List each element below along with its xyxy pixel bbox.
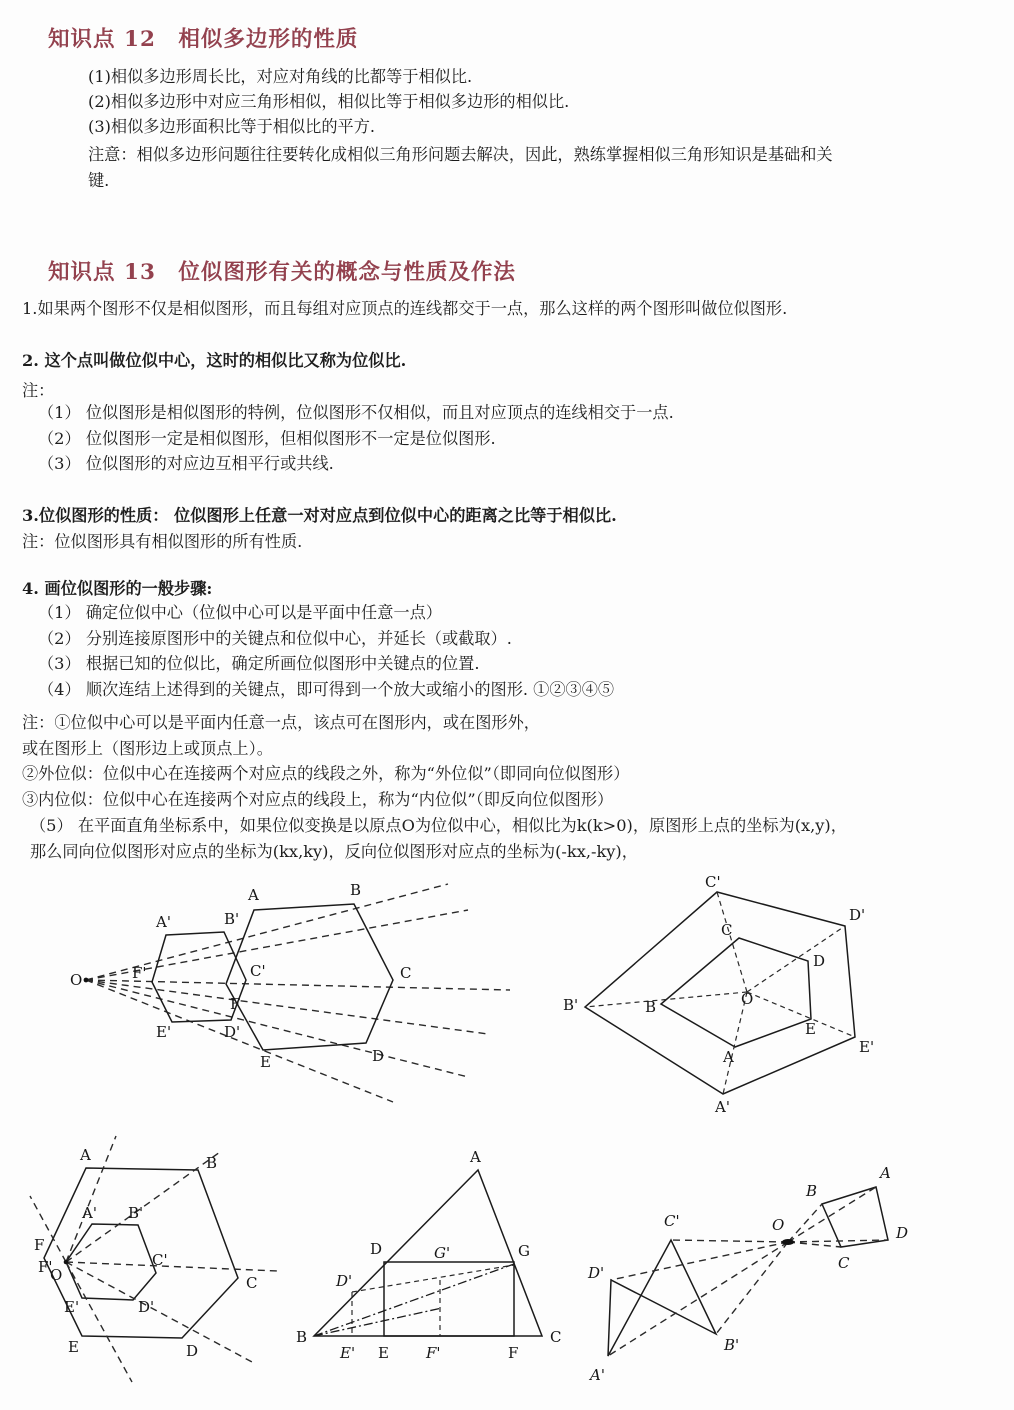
label-B: B	[206, 1154, 218, 1172]
label-D-prime: D'	[588, 1264, 605, 1282]
section-13-notes	[38, 400, 674, 477]
label-D-prime: D'	[849, 906, 866, 924]
label-D: D	[370, 1240, 383, 1258]
label-A-prime: A'	[82, 1204, 97, 1222]
tail-line: 或在图形上（图形边上或顶点上）。	[22, 738, 273, 758]
step-item: （4） 顺次连结上述得到的关键点，即可得到一个放大或缩小的图形. ①②③④⑤	[38, 679, 615, 699]
note-line: 注意：相似多边形问题往往要转化成相似三角形问题去解决，因此，熟练掌握相似三角形知识是基础和关	[88, 145, 833, 164]
label-E: E	[378, 1344, 389, 1362]
section-13-heading: 知识点 13 位似图形有关的概念与性质及作法	[48, 260, 516, 285]
figure-pentagon-internal-center	[555, 862, 975, 1122]
label-B-prime: B'	[724, 1336, 740, 1354]
label-E-prime: E'	[859, 1038, 875, 1056]
note-item: （3） 位似图形的对应边互相平行或共线.	[38, 454, 334, 473]
label-C-prime: C'	[250, 962, 266, 980]
step-item: （1） 确定位似中心（位似中心可以是平面中任意一点）	[38, 603, 442, 622]
label-D-prime: D'	[336, 1272, 353, 1290]
label-F-prime: F'	[426, 1344, 441, 1362]
section-12-heading: 知识点 12 相似多边形的性质	[48, 27, 359, 52]
label-A: A	[723, 1048, 734, 1066]
label-G: G	[518, 1242, 530, 1260]
tail-line: ③内位似：位似中心在连接两个对应点的线段上，称为“内位似”（即反向位似图形）	[22, 789, 614, 809]
outer-pentagon	[585, 892, 855, 1094]
section-13-item-2: 2. 这个点叫做位似中心，这时的相似比又称为位似比.	[22, 351, 407, 370]
label-A-prime: A'	[590, 1366, 605, 1384]
label-O: O	[50, 1266, 63, 1284]
homothety-rays	[585, 892, 855, 1094]
list-item: (1)相似多边形周长比，对应对角线的比都等于相似比.	[88, 67, 473, 86]
label-A: A	[80, 1146, 91, 1164]
section-13-tail-notes	[22, 710, 629, 812]
label-A: A	[880, 1164, 891, 1182]
label-O: O	[70, 971, 83, 989]
label-F: F	[508, 1344, 519, 1362]
label-O: O	[772, 1216, 785, 1234]
label-F-prime: F'	[132, 964, 147, 982]
figure-quadrilateral-internal-homothety	[566, 1152, 966, 1402]
label-C: C	[838, 1254, 850, 1272]
step-item: （3） 根据已知的位似比，确定所画位似图形中关键点的位置.	[38, 654, 480, 673]
label-B: B	[645, 998, 657, 1016]
center-point-marker	[84, 978, 89, 983]
label-E: E	[805, 1020, 816, 1038]
homothety-rays	[86, 884, 510, 1102]
label-F: F	[230, 995, 241, 1013]
section-13-item-3: 3.位似图形的性质： 位似图形上任意一对对应点到位似中心的距离之比等于相似比.	[22, 506, 617, 525]
label-C: C	[721, 921, 733, 939]
label-D-prime: D'	[224, 1023, 241, 1041]
rectangle-DEFG-prime	[352, 1265, 514, 1336]
label-O: O	[741, 990, 754, 1008]
note-item: （1） 位似图形是相似图形的特例，位似图形不仅相似，而且对应顶点的连线相交于一点.	[38, 403, 674, 422]
label-G-prime: G'	[434, 1244, 451, 1262]
quad-ABCD-prime	[608, 1240, 716, 1356]
label-B: B	[350, 881, 362, 899]
label-A-prime: A'	[156, 913, 171, 931]
section-13-item-5	[30, 813, 847, 865]
item5-line: （5） 在平面直角坐标系中，如果位似变换是以原点O为位似中心，相似比为k(k>0)，原图形上点的坐标为(x,y)，	[30, 816, 847, 835]
label-F: F	[34, 1236, 45, 1254]
label-A: A	[248, 886, 259, 904]
label-B-prime: B'	[128, 1204, 144, 1222]
label-E-prime: E'	[340, 1344, 356, 1362]
list-item: (2)相似多边形中对应三角形相似，相似比等于相似多边形的相似比.	[88, 92, 570, 111]
label-E-prime: E'	[156, 1023, 172, 1041]
note-item: （2） 位似图形一定是相似图形，但相似图形不一定是位似图形.	[38, 428, 496, 448]
label-C: C	[246, 1274, 258, 1292]
label-D: D	[372, 1047, 385, 1065]
figure-triangle-inscribed-rectangles	[292, 1140, 582, 1380]
note-line: 键.	[88, 171, 110, 190]
label-A-prime: A'	[715, 1098, 730, 1116]
tail-line: 注：①位似中心可以是平面内任意一点，该点可在图形内，或在图形外，	[22, 713, 540, 732]
label-A: A	[470, 1148, 481, 1166]
label-D: D	[813, 952, 826, 970]
section-12-list	[88, 64, 569, 139]
label-C: C	[400, 964, 412, 982]
step-item: （2） 分别连接原图形中的关键点和位似中心，并延长（或截取）.	[38, 628, 512, 648]
section-13-item-1: 1.如果两个图形不仅是相似图形，而且每组对应顶点的连线都交于一点，那么这样的两个图形叫做位似图形.	[22, 299, 788, 318]
label-C-prime: C'	[152, 1251, 168, 1269]
section-13-note-label: 注：	[22, 381, 55, 400]
section-13-item-3-note: 注：位似图形具有相似图形的所有性质.	[22, 532, 303, 551]
label-B-prime: B'	[224, 910, 240, 928]
center-point-marker	[782, 1239, 794, 1245]
label-F-prime: F'	[38, 1258, 53, 1276]
label-D: D	[186, 1342, 199, 1360]
label-B: B	[806, 1182, 818, 1200]
center-point-marker	[64, 1260, 69, 1265]
quad-ABCD	[822, 1187, 888, 1247]
label-E: E	[260, 1053, 271, 1071]
section-12-note	[88, 142, 988, 194]
label-D: D	[896, 1224, 909, 1242]
item5-line: 那么同向位似图形对应点的坐标为(kx,ky)，反向位似图形对应点的坐标为(-kx,-ky)，	[30, 842, 638, 861]
section-13-steps	[38, 600, 614, 702]
label-C-prime: C'	[705, 873, 721, 891]
label-E-prime: E'	[64, 1298, 80, 1316]
rectangle-DEFG	[384, 1262, 514, 1336]
figure-hexagon-vertex-center	[20, 1130, 310, 1410]
triangle-ABC	[314, 1170, 542, 1336]
list-item: (3)相似多边形面积比等于相似比的平方.	[88, 117, 376, 136]
label-C: C	[550, 1328, 562, 1346]
section-13-item-4: 4. 画位似图形的一般步骤:	[22, 579, 213, 598]
tail-line: ②外位似：位似中心在连接两个对应点的线段之外，称为“外位似”（即同向位似图形）	[22, 764, 630, 783]
label-D-prime: D'	[138, 1298, 155, 1316]
label-B-prime: B'	[563, 996, 579, 1014]
label-B: B	[296, 1328, 308, 1346]
label-C-prime: C'	[664, 1212, 680, 1230]
figure-hexagon-external-homothety	[48, 862, 518, 1112]
label-E: E	[68, 1338, 79, 1356]
figure-area	[0, 862, 1014, 1404]
